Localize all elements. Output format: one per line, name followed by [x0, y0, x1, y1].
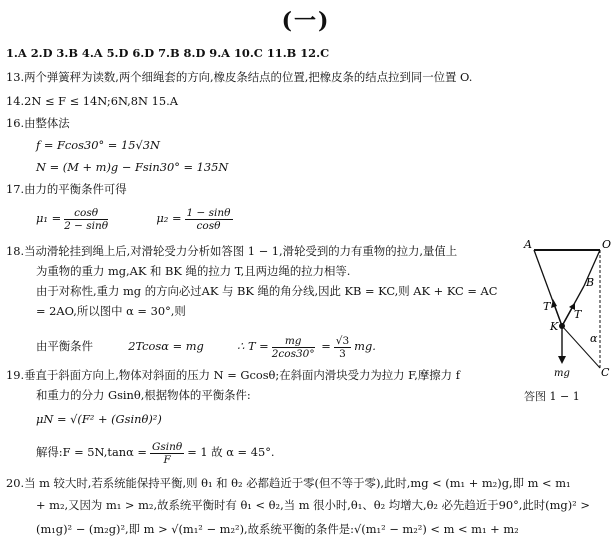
label-a: A: [524, 238, 532, 251]
mu2-fraction: [185, 207, 233, 232]
mu1-lhs: μ₁ =: [36, 211, 62, 225]
q20-line2: + m₂,又因为 m₁ > m₂,故系统平衡时有 θ₁ < θ₂,当 m 很小时,θ₁、θ₂ 均增大,θ₂ 必先趋近于90°,此时(mg)² >: [36, 498, 590, 512]
q14-text: 14.2N ≤ F ≤ 14N;6N,8N 15.A: [6, 94, 178, 108]
q18-equals: =: [321, 339, 331, 353]
section-title: (一): [281, 8, 331, 34]
label-k: K: [550, 320, 559, 333]
q18-balance-label: 由平衡条件: [36, 339, 93, 353]
q16-eq2: N = (M + m)g − Fsin30° = 135N: [36, 160, 229, 174]
t-numerator: mg: [272, 335, 315, 348]
q20-line1: 20.当 m 较大时,若系统能保持平衡,则 θ₁ 和 θ₂ 必都趋近于零(但不等于零),此时,mg < (m₁ + m₂)g,即 m < m₁: [6, 476, 571, 490]
q18-line3: 由于对称性,重力 mg 的方向必过AK 与 BK 绳的角分线,因此 KB = KC,则 AK + KC = AC: [36, 284, 498, 298]
q16-heading: 16.由整体法: [6, 116, 70, 130]
mu2-lhs: μ₂ =: [156, 211, 182, 225]
tan-denominator: F: [163, 453, 171, 466]
root-denominator: 3: [339, 347, 346, 360]
mu1-numerator: cosθ: [64, 207, 108, 220]
mg-arrowhead: [558, 356, 566, 364]
q17-formulas: [36, 206, 236, 232]
q16-eq1: f = Fcos30° = 15√3N: [36, 138, 160, 152]
q20-line3: (m₁g)² − (m₂g)²,即 m > √(m₁² − m₂²),故系统平衡的条件是:√(m₁² − m₂²) < m < m₁ + m₂: [36, 522, 519, 536]
figure-1-1: [524, 238, 610, 378]
q18-line2: 为重物的重力 mg,AK 和 BK 绳的拉力 T,且两边绳的拉力相等.: [36, 264, 351, 278]
tension-kb-arrow: [562, 308, 572, 326]
q19-eq: μN = √(F² + (Gsinθ)²): [36, 412, 162, 426]
q18-line1: 18.当动滑轮挂到绳上后,对滑轮受力分析如答图 1 − 1,滑轮受到的力有重物的拉力,量值上: [6, 244, 458, 258]
q18-eq-left: 2Tcosα = mg: [128, 339, 204, 353]
q18-t-fraction: [272, 335, 315, 360]
root-numerator: √3: [335, 334, 350, 347]
q18-therefore: ∴ T =: [237, 339, 269, 353]
q18-root-fraction: [334, 335, 351, 360]
answers-line: 1.A 2.D 3.B 4.A 5.D 6.D 7.B 8.D 9.A 10.C 11.B 12.C: [6, 46, 330, 60]
q18-line4: = 2AO,所以图中 α = 30°,则: [36, 304, 186, 318]
q19-tan-fraction: [150, 441, 184, 466]
label-mg: mg: [554, 368, 570, 379]
mu2-numerator: 1 − sinθ: [186, 206, 231, 219]
label-alpha: α: [590, 332, 598, 345]
q19-line1: 19.垂直于斜面方向上,物体对斜面的压力 N = Gcosθ;在斜面内滑块受力为拉力 F,摩擦力 f: [6, 368, 460, 382]
label-c: C: [601, 366, 610, 379]
mu1-fraction: [64, 207, 108, 232]
mu2-denominator: cosθ: [196, 219, 221, 232]
q19-line2: 和重力的分力 Gsinθ,根据物体的平衡条件:: [36, 388, 251, 402]
mu1-denominator: 2 − sinθ: [64, 219, 109, 232]
t-denominator: 2cos30°: [271, 347, 315, 360]
tan-numerator: Gsinθ: [151, 440, 183, 453]
label-b: B: [586, 276, 595, 289]
q17-heading: 17.由力的平衡条件可得: [6, 182, 127, 196]
q13-text: 13.两个弹簧秤为读数,两个细绳套的方向,橡皮条结点的位置,把橡皮条的结点拉到同一位置 O.: [6, 70, 473, 84]
q19-sol-tail: = 1 故 α = 45°.: [187, 445, 275, 459]
label-t-right: T: [574, 308, 582, 321]
label-t-left: T: [543, 300, 551, 313]
q18-equation: [36, 332, 376, 360]
q19-sol-lhs: 解得:F = 5N,tanα =: [36, 445, 147, 459]
figure-caption: 答图 1 − 1: [524, 390, 580, 403]
q18-tail: mg.: [354, 339, 376, 353]
q19-solution: [36, 438, 275, 466]
label-o: O: [602, 238, 612, 251]
